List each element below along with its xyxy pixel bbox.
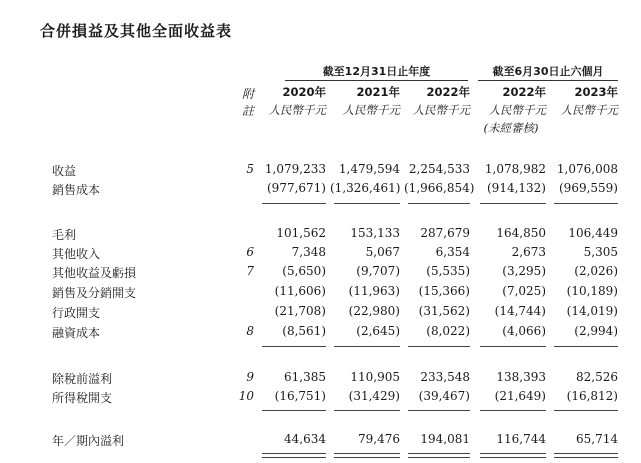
row-label: 融資成本 [52, 326, 101, 340]
row-value: (2,645) [356, 324, 400, 338]
row-value: (914,132) [487, 181, 546, 195]
note-column-header: 附註 [241, 87, 254, 118]
group-underline [478, 80, 618, 81]
subtotal-rule [480, 346, 546, 347]
row-value: (39,467) [418, 389, 470, 403]
row-value: (1,966,854) [404, 181, 475, 195]
table-row [0, 181, 641, 197]
row-value: (15,366) [418, 284, 470, 298]
row-label: 其他收入 [52, 247, 101, 261]
table-row [0, 304, 641, 320]
total-double-rule [262, 453, 326, 458]
unaudited-label: (未經審核) [483, 121, 539, 135]
row-note: 6 [246, 245, 254, 259]
subtotal-rule [334, 410, 400, 411]
row-value: 233,548 [420, 370, 470, 384]
row-value: 153,133 [350, 226, 400, 240]
row-value: 1,479,594 [338, 162, 400, 176]
period-group-six-months: 截至6月30日止六個月 [492, 65, 604, 78]
row-value: (14,744) [494, 304, 546, 318]
year-header: 2023年 [574, 85, 618, 99]
group-underline [285, 80, 468, 81]
row-value: 287,679 [420, 226, 470, 240]
row-value: (31,429) [348, 389, 400, 403]
row-value: (1,326,461) [330, 181, 401, 195]
table-row [0, 324, 641, 340]
row-label: 銷售成本 [52, 183, 101, 197]
row-value: 138,393 [496, 370, 546, 384]
row-value: (9,707) [356, 264, 400, 278]
row-value: 110,905 [350, 370, 400, 384]
row-value: (4,066) [502, 324, 546, 338]
row-value: 61,385 [284, 370, 326, 384]
total-double-rule [408, 453, 470, 458]
row-value: (11,963) [348, 284, 400, 298]
row-value: 164,850 [496, 226, 546, 240]
row-label: 收益 [52, 164, 77, 178]
subtotal-rule [480, 410, 546, 411]
unit-header: 人民幣千元 [488, 103, 546, 117]
total-double-rule [554, 453, 618, 458]
row-value: 101,562 [276, 226, 326, 240]
subtotal-rule [480, 203, 546, 204]
row-value: (16,812) [566, 389, 618, 403]
table-row [0, 370, 641, 386]
subtotal-rule [554, 203, 618, 204]
year-header: 2020年 [282, 85, 326, 99]
table-row [0, 162, 641, 178]
unit-header: 人民幣千元 [268, 103, 326, 117]
row-value: (21,649) [494, 389, 546, 403]
table-row [0, 284, 641, 300]
row-value: (14,019) [566, 304, 618, 318]
row-value: 44,634 [284, 432, 326, 446]
row-value: (16,751) [274, 389, 326, 403]
subtotal-rule [262, 203, 326, 204]
row-label: 行政開支 [52, 306, 101, 320]
subtotal-rule [408, 410, 470, 411]
row-note: 8 [246, 324, 254, 338]
row-value: (2,994) [574, 324, 618, 338]
row-note: 9 [246, 370, 254, 384]
row-value: 1,079,233 [264, 162, 326, 176]
row-value: 2,254,533 [408, 162, 470, 176]
row-value: (977,671) [267, 181, 326, 195]
subtotal-rule [408, 346, 470, 347]
row-value: 194,081 [420, 432, 470, 446]
year-header: 2021年 [356, 85, 400, 99]
year-header: 2022年 [426, 85, 470, 99]
row-note: 5 [246, 162, 254, 176]
row-value: (969,559) [559, 181, 618, 195]
subtotal-rule [262, 410, 326, 411]
row-value: 1,078,982 [484, 162, 546, 176]
table-row [0, 432, 641, 448]
row-value: 2,673 [511, 245, 546, 259]
table-row [0, 389, 641, 405]
row-value: (7,025) [502, 284, 546, 298]
row-value: (10,189) [566, 284, 618, 298]
unit-header: 人民幣千元 [560, 103, 618, 117]
row-note: 7 [246, 264, 254, 278]
row-label: 年／期內溢利 [52, 434, 125, 448]
row-value: (3,295) [502, 264, 546, 278]
row-value: 106,449 [568, 226, 618, 240]
row-value: 6,354 [435, 245, 470, 259]
unit-header: 人民幣千元 [342, 103, 400, 117]
row-label: 毛利 [52, 228, 77, 242]
row-value: (22,980) [348, 304, 400, 318]
year-header: 2022年 [502, 85, 546, 99]
row-label: 除稅前溢利 [52, 372, 113, 386]
row-note: 10 [238, 389, 254, 403]
row-value: (11,606) [274, 284, 326, 298]
row-value: 5,305 [583, 245, 618, 259]
row-label: 所得稅開支 [52, 391, 113, 405]
subtotal-rule [554, 346, 618, 347]
row-value: 65,714 [576, 432, 618, 446]
table-row [0, 245, 641, 261]
table-row [0, 264, 641, 280]
unit-header: 人民幣千元 [412, 103, 470, 117]
row-value: (5,650) [282, 264, 326, 278]
row-value: (5,535) [426, 264, 470, 278]
statement-title: 合併損益及其他全面收益表 [40, 22, 233, 40]
total-double-rule [334, 453, 400, 458]
row-value: 82,526 [576, 370, 618, 384]
row-value: (21,708) [274, 304, 326, 318]
total-double-rule [480, 453, 546, 458]
row-value: 79,476 [358, 432, 400, 446]
row-value: 1,076,008 [556, 162, 618, 176]
row-value: (8,561) [282, 324, 326, 338]
period-group-year-ended: 截至12月31日止年度 [322, 65, 431, 78]
subtotal-rule [408, 203, 470, 204]
row-value: (31,562) [418, 304, 470, 318]
subtotal-rule [334, 203, 400, 204]
row-value: 116,744 [496, 432, 546, 446]
subtotal-rule [554, 410, 618, 411]
row-value: (8,022) [426, 324, 470, 338]
subtotal-rule [334, 346, 400, 347]
row-value: 5,067 [365, 245, 400, 259]
table-row [0, 226, 641, 242]
row-label: 其他收益及虧損 [52, 266, 137, 280]
subtotal-rule [262, 346, 326, 347]
row-label: 銷售及分銷開支 [52, 286, 137, 300]
row-value: (2,026) [574, 264, 618, 278]
row-value: 7,348 [291, 245, 326, 259]
